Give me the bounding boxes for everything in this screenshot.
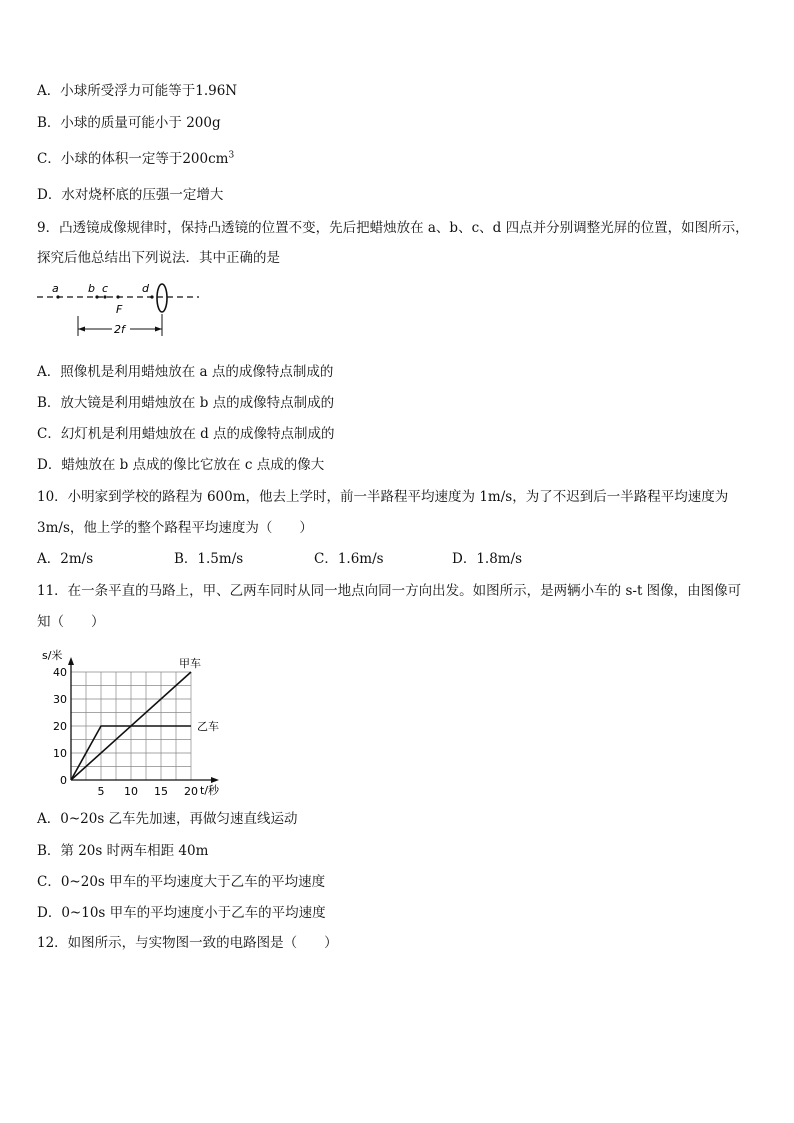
q9-stem-line1: 9．凸透镜成像规律时，保持凸透镜的位置不变，先后把蜡烛放在 a、b、c、d 四点并分别调整光屏的位置，如图所示， [37,220,749,236]
x-tick-label: 5 [97,785,105,798]
x-tick-label: 10 [124,785,138,798]
q9-option-b: B．放大镜是利用蜡烛放在 b 点的成像特点制成的 [37,395,335,411]
y-axis-arrow-icon [68,657,74,665]
q8-option-b: B．小球的质量可能小于 200g [37,115,221,131]
x-axis-label: t/秒 [200,784,220,797]
q11-option-d: D．0~10s 甲车的平均速度小于乙车的平均速度 [37,905,326,921]
lens-figure [34,280,206,342]
chart-series [71,657,219,780]
series-label-2: 乙车 [197,720,219,733]
q10-option-b: B．1.5m/s [174,551,244,567]
point-b [95,295,98,298]
q8-option-c-text: C．小球的体积一定等于200cm [37,151,229,167]
label-d: d [142,282,149,295]
series-label-1: 甲车 [179,657,201,670]
q10-stem-line2: 3m/s，他上学的整个路程平均速度为（ ） [37,520,313,536]
q11-option-c: C．0~20s 甲车的平均速度大于乙车的平均速度 [37,874,326,890]
label-2f: 2f [114,323,125,336]
y-tick-label: 40 [53,666,67,679]
q9-option-a: A．照像机是利用蜡烛放在 a 点的成像特点制成的 [37,364,334,380]
q9-option-d: D．蜡烛放在 b 点成的像比它放在 c 点成的像大 [37,457,325,473]
label-a: a [52,282,59,295]
q8-option-c [37,150,234,168]
x-axis-arrow-icon [211,777,219,783]
q10-options [37,550,757,568]
q8-option-c-exponent: 3 [228,150,235,161]
q10-option-c: C．1.6m/s [314,551,384,567]
s-t-chart [36,643,236,801]
y-tick-label: 30 [53,693,67,706]
point-d [150,295,153,298]
q10-stem-line1: 10．小明家到学校的路程为 600m，他去上学时，前一半路程平均速度为 1m/s，为了不迟到后一半路程平均速度为 [37,489,729,505]
y-axis-label: s/米 [42,649,63,662]
x-tick-label: 15 [154,785,168,798]
y-tick-label: 10 [53,747,67,760]
x-tick-label: 20 [184,785,198,798]
q11-stem-line1: 11．在一条平直的马路上，甲、乙两车同时从同一地点向同一方向出发。如图所示，是两辆小车的 s-t 图像，由图像可 [37,583,742,599]
q10-option-d: D．1.8m/s [452,551,523,567]
q8-option-d: D．水对烧杯底的压强一定增大 [37,187,224,203]
q9-option-c: C．幻灯机是利用蜡烛放在 d 点的成像特点制成的 [37,426,335,442]
point-c [103,295,106,298]
label-b: b [88,282,95,295]
q10-option-a: A．2m/s [37,551,94,567]
q12-stem: 12．如图所示，与实物图一致的电路图是（ ） [37,935,338,951]
q11-option-a: A．0~20s 乙车先加速，再做匀速直线运动 [37,811,298,827]
q11-option-b: B．第 20s 时两车相距 40m [37,843,209,859]
label-c: c [102,282,109,295]
point-a [56,295,59,298]
point-f [116,295,119,298]
y-tick-label: 20 [53,720,67,733]
convex-lens-icon [157,284,167,312]
q8-option-a: A．小球所受浮力可能等于1.96N [37,83,238,99]
y-tick-label: 0 [60,774,67,787]
label-focal: F [116,303,123,316]
q11-stem-line2: 知（ ） [37,614,105,630]
q9-stem-line2: 探究后他总结出下列说法．其中正确的是 [37,250,280,266]
